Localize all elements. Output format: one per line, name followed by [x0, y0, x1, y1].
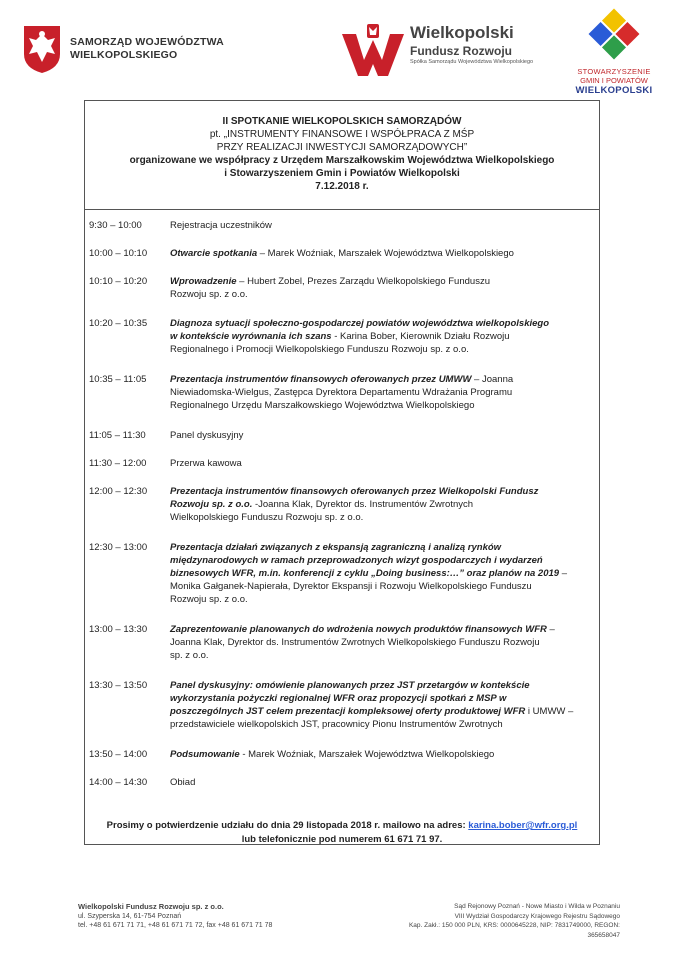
agenda-desc: Panel dyskusyjny — [170, 430, 244, 441]
footer-company — [78, 902, 272, 931]
agenda-frame — [84, 100, 600, 845]
agenda-time: 14:00 – 14:30 — [89, 777, 148, 788]
title-box — [85, 101, 599, 210]
agenda-desc: Zaprezentowanie planowanych do wdrożenia nowych produktów finansowych WFR – Joanna Klak, Dyrektor ds. Instrumentów Zwrotnych Wielkopolskiego Funduszu Rozwoju sp. z o.o. — [170, 624, 555, 661]
stow-line3: WIELKOPOLSKI — [575, 85, 653, 96]
agenda-desc: Panel dyskusyjny: omówienie planowanych przez JST przetargów w kontekście wykorzystania pożyczki regionalnej WFR oraz propozycji spotkań z MSP w poszczególnych JST celem prezentacji kompleksowej oferty produktowej WFR i UMWW – przedstawiciele wielkopolskich JST, pracownicy Pionu Instrumentów Zwrotnych — [170, 680, 574, 730]
agenda-time: 12:00 – 12:30 — [89, 486, 148, 497]
agenda-desc: Prezentacja działań związanych z ekspansją zagraniczną i analizą rynków międzynarodowych w ramach przeprowadzonych wizyt gospodarczych i wydarzeń biznesowych WFR, m.in. konferencji z cyklu „Doing business:…” oraz planów na 2019 – Monika Gałganek-Napierała, Dyrektor Ekspansji i Rozwoju Wielkopolskiego Funduszu Rozwoju sp. z o.o. — [170, 542, 567, 605]
agenda-desc: Obiad — [170, 777, 196, 788]
title-line3: PRZY REALIZACJI INWESTYCJI SAMORZĄDOWYCH” — [216, 142, 468, 153]
agenda-time: 9:30 – 10:00 — [89, 220, 142, 231]
agenda-time: 10:10 – 10:20 — [89, 276, 148, 287]
agenda-desc: Diagnoza sytuacji społeczno-gospodarczej powiatów województwa wielkopolskiego w kontekście wyrównania ich szans - Karina Bober, Kierownik Działu Rozwoju Regionalnego i Promocji Wielkopolskiego Funduszu Rozwoju sp. z o.o. — [170, 318, 550, 355]
footer-company-name: Wielkopolski Fundusz Rozwoju sp. z o.o. — [78, 902, 224, 911]
agenda-desc: Przerwa kawowa — [170, 458, 242, 469]
agenda-time: 11:05 – 11:30 — [89, 430, 146, 441]
agenda-time: 10:35 – 11:05 — [89, 374, 147, 385]
agenda-time: 10:00 – 10:10 — [89, 248, 148, 259]
footer-registry — [400, 902, 620, 940]
stow-line2: GMIN I POWIATÓW — [580, 76, 648, 85]
title-line5: i Stowarzyszeniem Gmin i Powiatów Wielkopolski — [224, 168, 460, 179]
agenda-time: 13:50 – 14:00 — [89, 749, 148, 760]
footer-court: Sąd Rejonowy Poznań - Nowe Miasto i Wilda w Poznaniu — [454, 903, 620, 910]
footer-ids: Kap. Zakł.: 150 000 PLN, KRS: 0000645228, NIP: 7831749000, REGON: 365658047 — [408, 922, 620, 939]
footer-phones: tel. +48 61 671 71 71, +48 61 671 71 72, fax +48 61 671 71 78 — [78, 922, 273, 929]
agenda-desc: Podsumowanie - Marek Woźniak, Marszałek Województwa Wielkopolskiego — [170, 749, 495, 760]
agenda-time: 13:00 – 13:30 — [89, 624, 148, 635]
agenda-desc: Wprowadzenie – Hubert Zobel, Prezes Zarządu Wielkopolskiego Funduszu Rozwoju sp. z o.o. — [170, 276, 490, 300]
stowarzyszenie-logo — [568, 6, 660, 96]
agenda-desc: Otwarcie spotkania – Marek Woźniak, Marszałek Województwa Wielkopolskiego — [170, 248, 514, 259]
footer-dept: VIII Wydział Gospodarczy Krajowego Rejestru Sądowego — [454, 912, 620, 920]
samorzad-logo — [22, 24, 224, 74]
agenda-desc: Prezentacja instrumentów finansowych oferowanych przez Wielkopolski Fundusz Rozwoju sp. z o.o. -Joanna Klak, Dyrektor ds. Instrumentów Zwrotnych Wielkopolskiego Funduszu Rozwoju sp. z o.o. — [170, 486, 539, 523]
confirmation-note — [85, 819, 599, 847]
confirm-line1: Prosimy o potwierdzenie udziału do dnia 29 listopada 2018 r. mailowo na adres: — [106, 820, 469, 831]
agenda-time: 11:30 – 12:00 — [89, 458, 147, 469]
wfr-line1: Wielkopolski — [410, 23, 514, 42]
agenda-time: 10:20 – 10:35 — [89, 318, 148, 329]
samorzad-line2: WIELKOPOLSKIEGO — [70, 49, 178, 61]
wfr-logo — [342, 24, 533, 78]
eagle-crest-icon — [22, 24, 62, 74]
email-link[interactable]: karina.bober@wfr.org.pl — [468, 820, 578, 831]
diamond-tiles-icon — [586, 6, 642, 62]
footer-address: ul. Szyperska 14, 61-754 Poznań — [78, 912, 182, 920]
wfr-line3: Spółka Samorządu Województwa Wielkopolskiego — [410, 59, 534, 65]
stow-line1: STOWARZYSZENIE — [577, 67, 651, 76]
agenda-desc: Prezentacja instrumentów finansowych oferowanych przez UMWW – Joanna Niewiadomska-Wielgus, Zastępca Dyrektora Departamentu Wdrażania Programu Regionalnego Urzędu Marszałkowskiego Województwa Wielkopolskiego — [170, 374, 514, 411]
title-line2: pt. „INSTRUMENTY FINANSOWE I WSPÓŁPRACA Z MŚP — [209, 129, 475, 140]
title-line1: II SPOTKANIE WIELKOPOLSKICH SAMORZĄDÓW — [222, 116, 462, 127]
wfr-w-icon — [342, 24, 404, 78]
title-date: 7.12.2018 r. — [315, 181, 369, 192]
agenda-desc: Rejestracja uczestników — [170, 220, 272, 231]
samorzad-line1: SAMORZĄD WOJEWÓDZTWA — [70, 36, 224, 48]
agenda-time: 13:30 – 13:50 — [89, 680, 148, 691]
header-logos — [0, 0, 679, 100]
confirm-line2: lub telefonicznie pod numerem 61 671 71 97. — [241, 834, 443, 845]
title-line4: organizowane we współpracy z Urzędem Marszałkowskim Województwa Wielkopolskiego — [129, 155, 555, 166]
agenda-time: 12:30 – 13:00 — [89, 542, 148, 553]
wfr-line2: Fundusz Rozwoju — [410, 44, 512, 58]
